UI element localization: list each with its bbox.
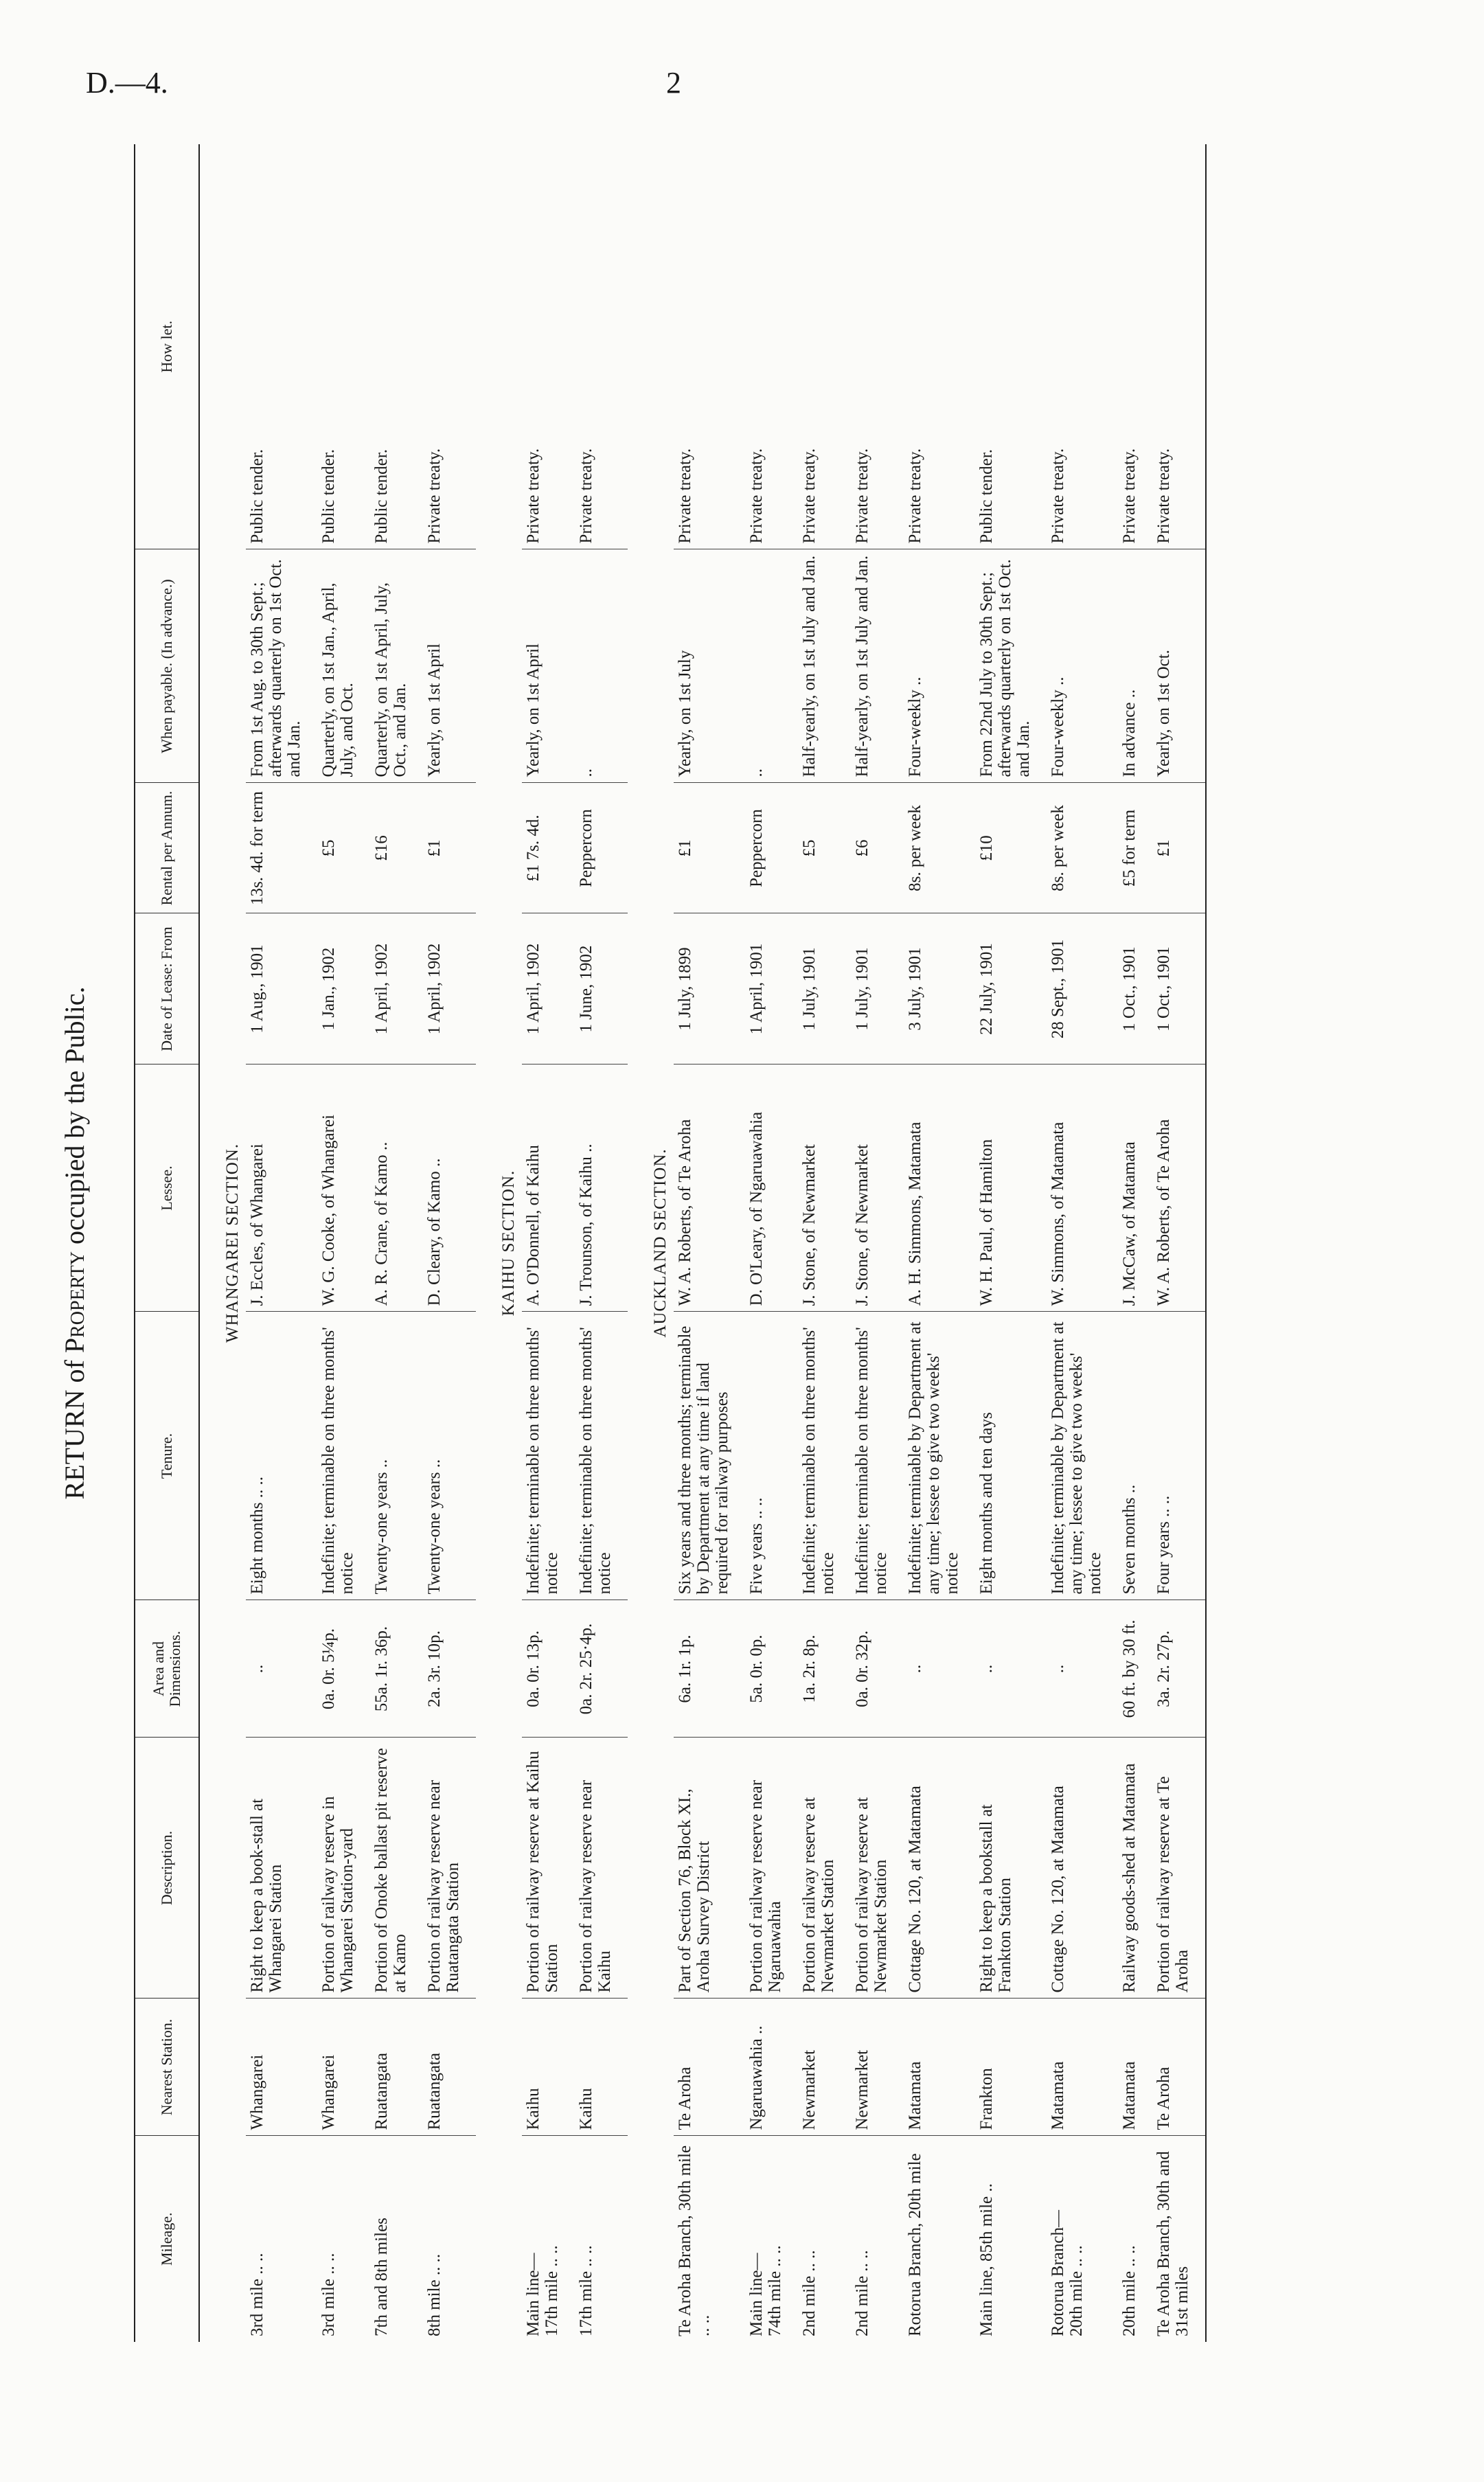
cell-area: 0a. 2r. 25·4p.: [575, 1600, 628, 1738]
cell-description: Right to keep a book-stall at Whangarei Station: [246, 1738, 317, 1999]
cell-rental: £16: [370, 783, 423, 913]
cell-lessee: A. O'Donnell, of Kaihu: [522, 1064, 575, 1312]
cell-description: Railway goods-shed at Matamata: [1118, 1738, 1152, 1999]
cell-area: ..: [904, 1600, 975, 1738]
cell-nearest-station: Ruatangata: [423, 1999, 476, 2136]
column-header-description: Description.: [135, 1738, 199, 1999]
column-header-area: Area and Dimensions.: [135, 1600, 199, 1738]
table-row: [745, 144, 798, 2342]
cell-tenure: Indefinite; terminable by Department at any time; lessee to give two weeks' notice: [904, 1312, 975, 1600]
cell-rental: £5: [798, 783, 851, 913]
cell-date-of-lease: 1 Jan., 1902: [317, 913, 370, 1064]
cell-rental: £5 for term: [1118, 783, 1152, 913]
cell-tenure: Indefinite; terminable on three months' notice: [798, 1312, 851, 1600]
table-row: [1047, 144, 1118, 2342]
cell-area: 1a. 2r. 8p.: [798, 1600, 851, 1738]
cell-nearest-station: Matamata: [1047, 1999, 1118, 2136]
cell-mileage: Main line— 74th mile .. ..: [747, 2245, 784, 2336]
cell-lessee: A. H. Simmons, Matamata: [904, 1064, 975, 1312]
cell-description: Portion of railway reserve at Te Aroha: [1152, 1738, 1206, 1999]
cell-date-of-lease: 1 April, 1902: [370, 913, 423, 1064]
cell-how-let: Private treaty.: [798, 144, 851, 549]
cell-how-let: Private treaty.: [522, 144, 575, 549]
cell-description: Part of Section 76, Block XI., Aroha Survey District: [674, 1738, 745, 1999]
cell-mileage: 3rd mile .. ..: [319, 2253, 338, 2336]
cell-date-of-lease: 22 July, 1901: [975, 913, 1047, 1064]
cell-nearest-station: Kaihu: [522, 1999, 575, 2136]
cell-description: Portion of railway reserve at Newmarket Station: [798, 1738, 851, 1999]
cell-tenure: Six years and three months; terminable by Department at any time if land required for railway purposes: [674, 1312, 745, 1600]
column-header-date-of-lease: Date of Lease: From: [135, 913, 199, 1064]
cell-lessee: D. O'Leary, of Ngaruawahia: [745, 1064, 798, 1312]
cell-lessee: J. Eccles, of Whangarei: [246, 1064, 317, 1312]
cell-tenure: Eight months .. ..: [246, 1312, 317, 1600]
cell-how-let: Public tender.: [975, 144, 1047, 549]
cell-date-of-lease: 1 Oct., 1901: [1152, 913, 1206, 1064]
table-row: [904, 144, 975, 2342]
cell-mileage: 2nd mile .. ..: [800, 2250, 819, 2336]
cell-date-of-lease: 1 April, 1901: [745, 913, 798, 1064]
cell-lessee: W. H. Paul, of Hamilton: [975, 1064, 1047, 1312]
cell-nearest-station: Whangarei: [246, 1999, 317, 2136]
cell-tenure: Seven months ..: [1118, 1312, 1152, 1600]
cell-how-let: Private treaty.: [423, 144, 476, 549]
cell-description: Cottage No. 120, at Matamata: [1047, 1738, 1118, 1999]
column-header-nearest-station: Nearest Station.: [135, 1999, 199, 2136]
document-code: D.—4.: [86, 66, 168, 100]
cell-mileage: 8th mile .. ..: [425, 2253, 444, 2336]
section-heading: KAIHU SECTION.: [499, 1170, 518, 1317]
column-header-mileage: Mileage.: [135, 2136, 199, 2342]
section-heading: WHANGAREI SECTION.: [223, 1143, 242, 1343]
cell-tenure: Twenty-one years ..: [370, 1312, 423, 1600]
column-header-tenure: Tenure.: [135, 1312, 199, 1600]
section-heading-row: [476, 144, 522, 2342]
page-number: 2: [666, 66, 681, 100]
cell-rental: Peppercorn: [745, 783, 798, 913]
cell-date-of-lease: 3 July, 1901: [904, 913, 975, 1064]
cell-tenure: Indefinite; terminable on three months' notice: [317, 1312, 370, 1600]
cell-rental: 8s. per week: [904, 783, 975, 913]
cell-area: ..: [975, 1600, 1047, 1738]
cell-mileage: Main line— 17th mile .. ..: [524, 2245, 561, 2336]
table-row: [423, 144, 476, 2342]
cell-rental: £1 7s. 4d.: [522, 783, 575, 913]
table-row: [246, 144, 317, 2342]
cell-rental: £1: [674, 783, 745, 913]
table-row: [975, 144, 1047, 2342]
cell-description: Portion of railway reserve at Newmarket Station: [851, 1738, 904, 1999]
cell-area: 55a. 1r. 36p.: [370, 1600, 423, 1738]
cell-rental: £1: [1152, 783, 1206, 913]
cell-area: 0a. 0r. 32p.: [851, 1600, 904, 1738]
cell-nearest-station: Whangarei: [317, 1999, 370, 2136]
rotated-page-body: [58, 144, 1322, 2342]
cell-mileage: Te Aroha Branch, 30th mile .. ..: [676, 2145, 713, 2336]
cell-lessee: A. R. Crane, of Kamo ..: [370, 1064, 423, 1312]
cell-nearest-station: Ruatangata: [370, 1999, 423, 2136]
column-header-rental: Rental per Annum.: [135, 783, 199, 913]
cell-nearest-station: Ngaruawahia ..: [745, 1999, 798, 2136]
cell-rental: 13s. 4d. for term: [246, 783, 317, 913]
cell-lessee: J. Stone, of Newmarket: [798, 1064, 851, 1312]
cell-nearest-station: Frankton: [975, 1999, 1047, 2136]
cell-how-let: Private treaty.: [575, 144, 628, 549]
table-row: [522, 144, 575, 2342]
cell-nearest-station: Newmarket: [851, 1999, 904, 2136]
cell-area: 2a. 3r. 10p.: [423, 1600, 476, 1738]
cell-lessee: W. A. Roberts, of Te Aroha: [1152, 1064, 1206, 1312]
cell-area: 3a. 2r. 27p.: [1152, 1600, 1206, 1738]
cell-lessee: J. Trounson, of Kaihu ..: [575, 1064, 628, 1312]
table-header-row: [135, 144, 199, 2342]
table-row: [851, 144, 904, 2342]
cell-nearest-station: Te Aroha: [1152, 1999, 1206, 2136]
cell-when-payable: In advance ..: [1118, 549, 1152, 783]
cell-mileage: 20th mile .. ..: [1120, 2245, 1139, 2336]
cell-description: Cottage No. 120, at Matamata: [904, 1738, 975, 1999]
cell-nearest-station: Matamata: [1118, 1999, 1152, 2136]
cell-area: 60 ft. by 30 ft.: [1118, 1600, 1152, 1738]
cell-rental: £10: [975, 783, 1047, 913]
cell-how-let: Public tender.: [370, 144, 423, 549]
cell-how-let: Private treaty.: [745, 144, 798, 549]
cell-when-payable: ..: [575, 549, 628, 783]
cell-how-let: Private treaty.: [1152, 144, 1206, 549]
cell-tenure: Four years .. ..: [1152, 1312, 1206, 1600]
column-header-when-payable: When payable. (In advance.): [135, 549, 199, 783]
table-row: [798, 144, 851, 2342]
cell-tenure: Eight months and ten days: [975, 1312, 1047, 1600]
cell-description: Portion of railway reserve near Ruatangata Station: [423, 1738, 476, 1999]
cell-when-payable: From 22nd July to 30th Sept.; afterwards quarterly on 1st Oct. and Jan.: [975, 549, 1047, 783]
table-row: [674, 144, 745, 2342]
table-title: RETURN of Property occupied by the Public.: [59, 986, 90, 1500]
cell-when-payable: Half-yearly, on 1st July and Jan.: [851, 549, 904, 783]
cell-lessee: W. G. Cooke, of Whangarei: [317, 1064, 370, 1312]
cell-tenure: Five years .. ..: [745, 1312, 798, 1600]
cell-date-of-lease: 1 Oct., 1901: [1118, 913, 1152, 1064]
cell-how-let: Private treaty.: [1118, 144, 1152, 549]
cell-rental: 8s. per week: [1047, 783, 1118, 913]
cell-rental: Peppercorn: [575, 783, 628, 913]
cell-lessee: J. Stone, of Newmarket: [851, 1064, 904, 1312]
column-header-how-let: How let.: [135, 144, 199, 549]
cell-mileage: Rotorua Branch, 20th mile: [906, 2153, 924, 2336]
cell-when-payable: Quarterly, on 1st Jan., April, July, and Oct.: [317, 549, 370, 783]
table-row: [317, 144, 370, 2342]
cell-how-let: Public tender.: [246, 144, 317, 549]
cell-nearest-station: Kaihu: [575, 1999, 628, 2136]
cell-description: Portion of railway reserve near Ngaruawahia: [745, 1738, 798, 1999]
cell-description: Right to keep a bookstall at Frankton Station: [975, 1738, 1047, 1999]
cell-date-of-lease: 1 July, 1901: [851, 913, 904, 1064]
cell-rental: £5: [317, 783, 370, 913]
cell-when-payable: Four-weekly ..: [1047, 549, 1118, 783]
cell-rental: £1: [423, 783, 476, 913]
cell-mileage: 3rd mile .. ..: [248, 2253, 266, 2336]
cell-area: ..: [246, 1600, 317, 1738]
cell-when-payable: Four-weekly ..: [904, 549, 975, 783]
cell-tenure: Indefinite; terminable on three months' notice: [575, 1312, 628, 1600]
cell-date-of-lease: 1 Aug., 1901: [246, 913, 317, 1064]
cell-when-payable: From 1st Aug. to 30th Sept.; afterwards quarterly on 1st Oct. and Jan.: [246, 549, 317, 783]
cell-how-let: Private treaty.: [674, 144, 745, 549]
cell-nearest-station: Te Aroha: [674, 1999, 745, 2136]
cell-date-of-lease: 1 July, 1901: [798, 913, 851, 1064]
cell-how-let: Public tender.: [317, 144, 370, 549]
cell-when-payable: Yearly, on 1st Oct.: [1152, 549, 1206, 783]
cell-date-of-lease: 28 Sept., 1901: [1047, 913, 1118, 1064]
cell-nearest-station: Newmarket: [798, 1999, 851, 2136]
table-row: [1152, 144, 1206, 2342]
cell-date-of-lease: 1 July, 1899: [674, 913, 745, 1064]
cell-description: Portion of railway reserve near Kaihu: [575, 1738, 628, 1999]
table-row: [575, 144, 628, 2342]
cell-lessee: D. Cleary, of Kamo ..: [423, 1064, 476, 1312]
cell-when-payable: Quarterly, on 1st April, July, Oct., and Jan.: [370, 549, 423, 783]
cell-mileage: Rotorua Branch— 20th mile .. ..: [1049, 2210, 1086, 2336]
cell-description: Portion of railway reserve at Kaihu Station: [522, 1738, 575, 1999]
cell-when-payable: ..: [745, 549, 798, 783]
cell-tenure: Indefinite; terminable by Department at any time; lessee to give two weeks' notice: [1047, 1312, 1118, 1600]
cell-nearest-station: Matamata: [904, 1999, 975, 2136]
section-heading-row: [199, 144, 246, 2342]
cell-date-of-lease: 1 April, 1902: [423, 913, 476, 1064]
cell-mileage: 2nd mile .. ..: [853, 2250, 871, 2336]
cell-area: 0a. 0r. 13p.: [522, 1600, 575, 1738]
cell-lessee: J. McCaw, of Matamata: [1118, 1064, 1152, 1312]
cell-area: 6a. 1r. 1p.: [674, 1600, 745, 1738]
cell-tenure: Twenty-one years ..: [423, 1312, 476, 1600]
cell-description: Portion of Onoke ballast pit reserve at Kamo: [370, 1738, 423, 1999]
cell-mileage: Main line, 85th mile ..: [977, 2183, 996, 2336]
cell-how-let: Private treaty.: [1047, 144, 1118, 549]
cell-area: 5a. 0r. 0p.: [745, 1600, 798, 1738]
cell-description: Portion of railway reserve in Whangarei Station-yard: [317, 1738, 370, 1999]
cell-when-payable: Yearly, on 1st April: [522, 549, 575, 783]
column-header-lessee: Lessee.: [135, 1064, 199, 1312]
section-heading-row: [628, 144, 674, 2342]
cell-date-of-lease: 1 June, 1902: [575, 913, 628, 1064]
cell-lessee: W. A. Roberts, of Te Aroha: [674, 1064, 745, 1312]
cell-how-let: Private treaty.: [904, 144, 975, 549]
cell-how-let: Private treaty.: [851, 144, 904, 549]
section-heading: AUCKLAND SECTION.: [651, 1148, 670, 1338]
cell-area: ..: [1047, 1600, 1118, 1738]
cell-mileage: 17th mile .. ..: [577, 2245, 595, 2336]
cell-mileage: 7th and 8th miles: [372, 2218, 391, 2336]
cell-when-payable: Half-yearly, on 1st July and Jan.: [798, 549, 851, 783]
cell-when-payable: Yearly, on 1st July: [674, 549, 745, 783]
property-return-table: [134, 144, 1207, 2342]
table-row: [370, 144, 423, 2342]
cell-rental: £6: [851, 783, 904, 913]
cell-tenure: Indefinite; terminable on three months' notice: [851, 1312, 904, 1600]
cell-lessee: W. Simmons, of Matamata: [1047, 1064, 1118, 1312]
cell-area: 0a. 0r. 5¼p.: [317, 1600, 370, 1738]
table-row: [1118, 144, 1152, 2342]
cell-when-payable: Yearly, on 1st April: [423, 549, 476, 783]
cell-tenure: Indefinite; terminable on three months' notice: [522, 1312, 575, 1600]
cell-mileage: Te Aroha Branch, 30th and 31st miles: [1152, 2136, 1206, 2342]
cell-date-of-lease: 1 April, 1902: [522, 913, 575, 1064]
